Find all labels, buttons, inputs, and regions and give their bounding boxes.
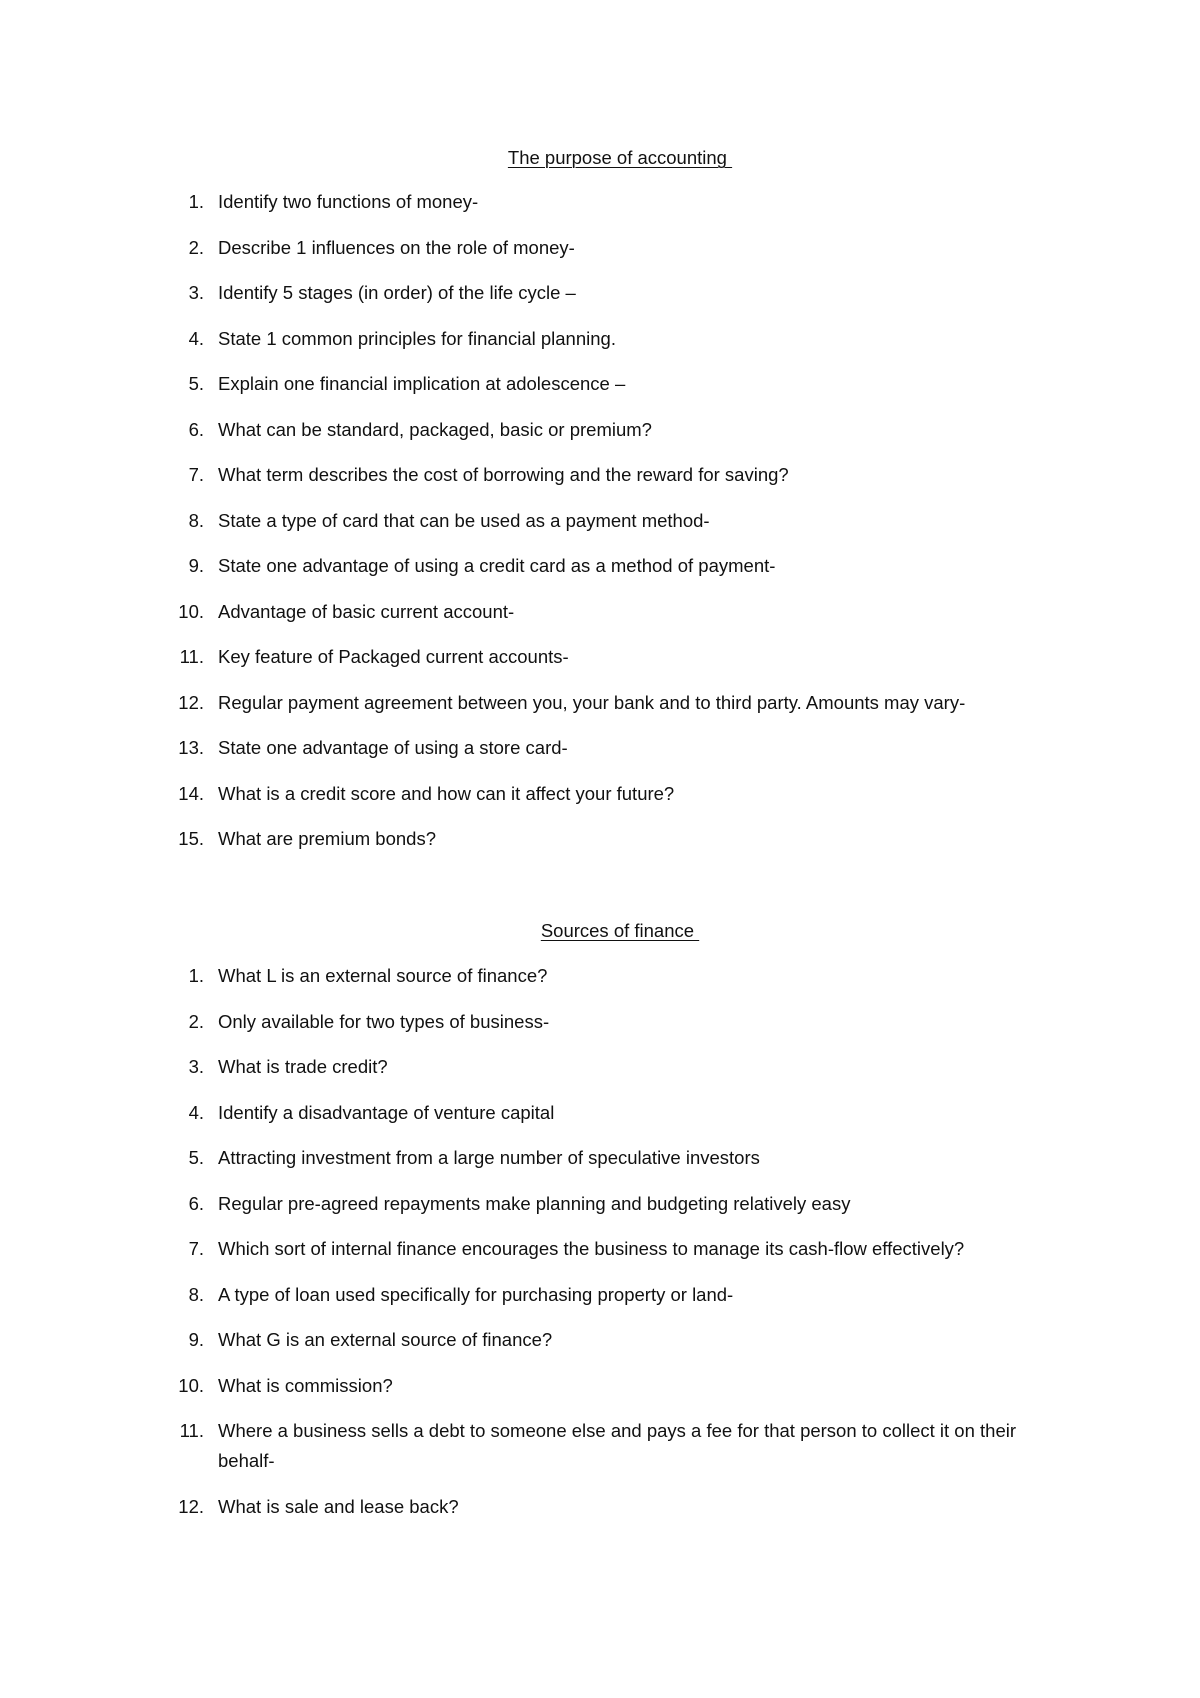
question-text: What G is an external source of finance? [218,1329,553,1350]
question-number: 1. [188,965,204,986]
question-text: Identify a disadvantage of venture capital [218,1101,555,1123]
question-item [0,1143,1200,1173]
question-text: Describe 1 influences on the role of money- [218,236,575,258]
question-text: State one advantage of using a store card- [218,737,568,758]
question-number: 6. [188,1192,204,1214]
question-item [0,1416,1200,1476]
question-text: Identify 5 stages (in order) of the life cycle – [218,282,576,303]
question-text: A type of loan used specifically for purchasing property or land- [218,1283,734,1305]
question-item [0,1098,1200,1128]
question-item [0,1189,1200,1219]
question-number: 7. [188,464,204,485]
question-number: 11. [179,646,204,667]
question-item [0,1234,1200,1264]
question-number: 10. [178,600,204,622]
question-text: State one advantage of using a credit card as a method of payment- [218,555,776,576]
question-text: Which sort of internal finance encourages the business to manage its cash-flow effectively? [218,1238,965,1259]
question-number: 5. [188,373,204,394]
question-item [0,551,1200,581]
question-item [0,642,1200,672]
question-number: 12. [178,691,204,713]
section-heading: Sources of finance [540,920,700,941]
question-item [0,1325,1200,1355]
question-text: What is trade credit? [218,1056,388,1077]
question-number: 4. [188,327,204,349]
question-text: What is sale and lease back? [218,1495,459,1517]
question-number: 14. [178,782,204,804]
question-text: Attracting investment from a large number of speculative investors [218,1147,760,1168]
question-list [0,961,1200,1537]
question-text: Key feature of Packaged current accounts- [218,646,569,667]
question-number: 11. [179,1420,204,1441]
question-number: 2. [188,1010,204,1032]
question-item [0,415,1200,445]
question-item [0,779,1200,809]
question-number: 4. [188,1101,204,1123]
question-number: 1. [188,191,204,212]
question-number: 3. [188,1056,204,1077]
question-item [0,278,1200,308]
question-text: Only available for two types of business- [218,1010,550,1032]
question-item [0,824,1200,854]
question-number: 13. [178,737,204,758]
question-item [0,1007,1200,1037]
question-number: 15. [178,828,204,849]
question-text: Regular pre-agreed repayments make planning and budgeting relatively easy [218,1192,851,1214]
question-item [0,369,1200,399]
question-number: 9. [188,555,204,576]
question-item [0,1492,1200,1522]
question-item [0,733,1200,763]
question-item [0,597,1200,627]
question-text: What is a credit score and how can it affect your future? [218,782,675,804]
question-number: 9. [188,1329,204,1350]
question-text: Identify two functions of money- [218,191,479,212]
question-number: 5. [188,1147,204,1168]
question-number: 8. [188,509,204,531]
question-text: What L is an external source of finance? [218,965,548,986]
question-item [0,460,1200,490]
question-number: 2. [188,236,204,258]
question-text: What term describes the cost of borrowing and the reward for saving? [218,464,789,485]
question-text: What is commission? [218,1374,393,1396]
question-text: State a type of card that can be used as a payment method- [218,509,710,531]
question-text: State 1 common principles for financial planning. [218,327,616,349]
section-heading: The purpose of accounting [507,147,733,168]
question-item [0,324,1200,354]
question-number: 6. [188,418,204,440]
question-number: 8. [188,1283,204,1305]
question-number: 3. [188,282,204,303]
question-item [0,961,1200,991]
question-item [0,1052,1200,1082]
question-item [0,233,1200,263]
question-text: Advantage of basic current account- [218,600,515,622]
question-item [0,1371,1200,1401]
question-number: 10. [178,1374,204,1396]
question-number: 7. [188,1238,204,1259]
question-text: Explain one financial implication at adolescence – [218,373,626,394]
question-item [0,688,1200,718]
question-list [0,187,1200,870]
question-text: Where a business sells a debt to someone else and pays a fee for that person to collect it on their behalf- [218,1420,1017,1471]
question-item [0,1280,1200,1310]
question-text: What are premium bonds? [218,828,436,849]
question-number: 12. [178,1495,204,1517]
question-text: What can be standard, packaged, basic or premium? [218,418,652,440]
question-item [0,187,1200,217]
question-text: Regular payment agreement between you, your bank and to third party. Amounts may vary- [218,691,966,713]
question-item [0,506,1200,536]
